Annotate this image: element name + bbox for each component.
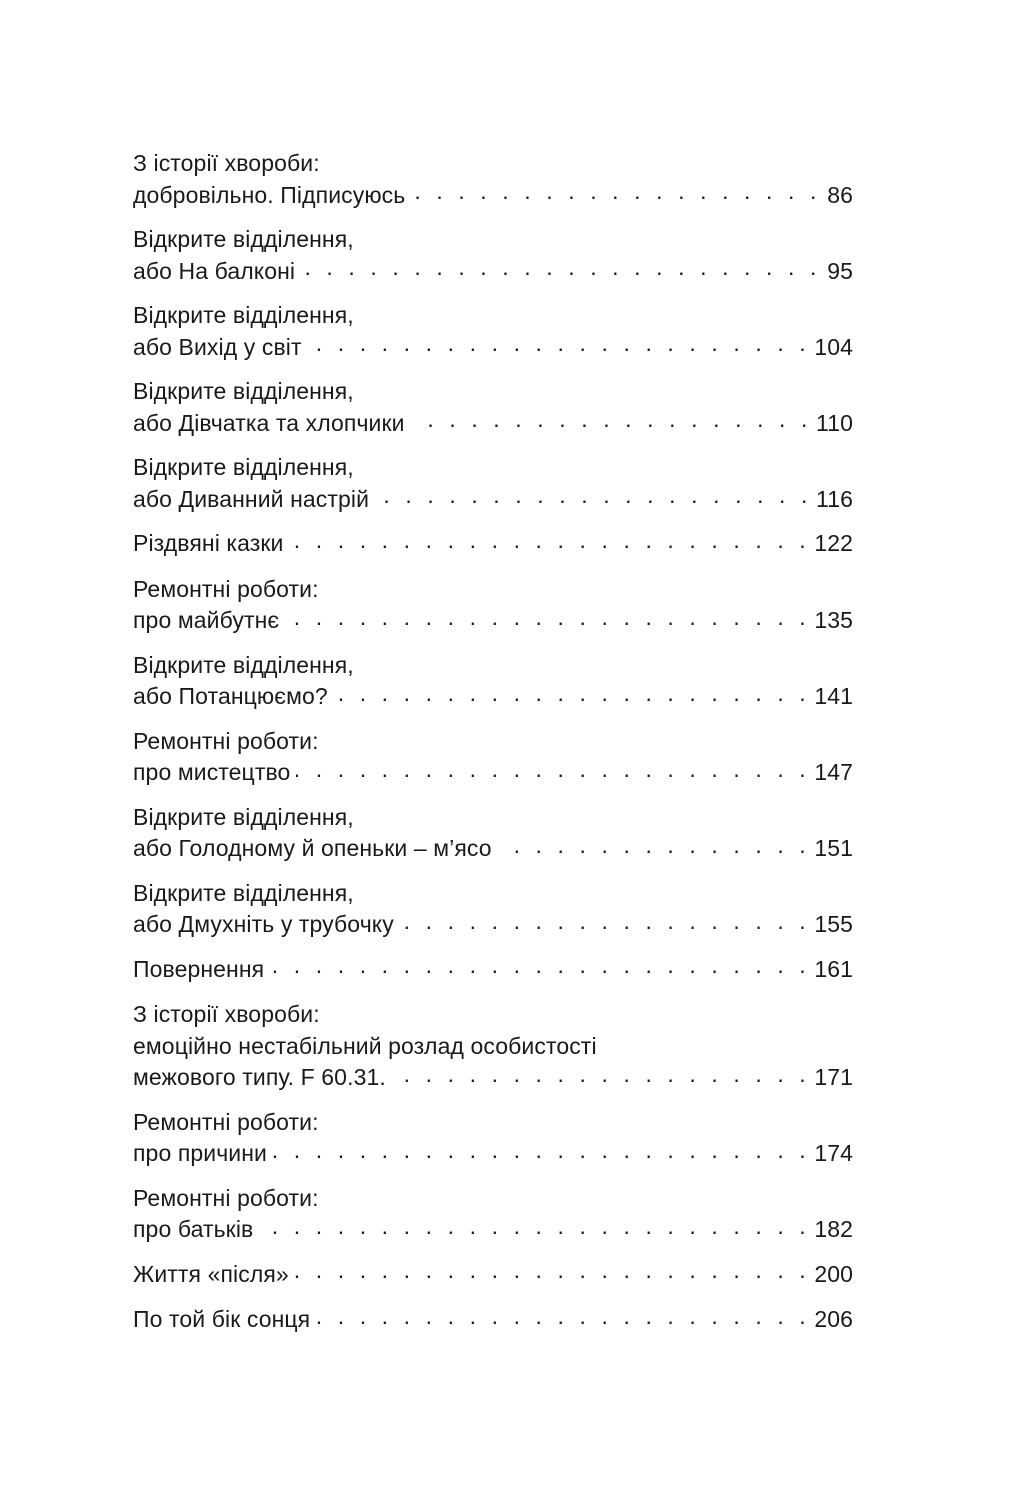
- toc-entry-title-line: або Голодному й опеньки – м’ясо: [133, 835, 492, 861]
- toc-entry-title-line: Повернення: [133, 955, 265, 982]
- dot-leader: [289, 528, 810, 551]
- page-number: 151: [814, 835, 853, 861]
- toc-entry[interactable]: [133, 224, 853, 287]
- dot-leader: [392, 1062, 810, 1085]
- toc-entry[interactable]: [133, 1304, 853, 1336]
- page-number: 171: [814, 1064, 853, 1090]
- page-number: 174: [814, 1140, 853, 1166]
- toc-entry[interactable]: [133, 954, 853, 986]
- toc-entry[interactable]: [133, 802, 853, 865]
- toc-entry[interactable]: [133, 300, 853, 363]
- dot-leader: [375, 484, 812, 507]
- toc-entry[interactable]: [133, 1183, 853, 1246]
- toc-entry-title-line: або На балконі: [133, 257, 296, 284]
- page-number: 161: [814, 955, 853, 982]
- page-number: 135: [814, 607, 853, 633]
- dot-leader: [498, 833, 811, 856]
- toc-entry-title-line: Ремонтні роботи:: [133, 575, 319, 602]
- toc-entry-title-line: або Дівчатка та хлопчики: [133, 409, 405, 436]
- dot-leader: [273, 1138, 810, 1161]
- dot-leader: [285, 605, 810, 628]
- toc-entry-title-line: Відкрите відділення,: [133, 651, 354, 678]
- dot-leader: [259, 1214, 810, 1237]
- page-number: 141: [814, 683, 853, 709]
- toc-entry-title-line: про мистецтво: [133, 759, 291, 785]
- toc-entry-title-line: Різдвяні казки: [133, 530, 284, 556]
- toc-entry-title-line: добровільно. Підписуюсь: [133, 181, 406, 208]
- toc-entry[interactable]: [133, 376, 853, 439]
- toc-entry-title-line: Відкрите відділення,: [133, 302, 354, 328]
- dot-leader: [316, 1304, 810, 1327]
- toc-entry-title-line: або Вихід у світ: [133, 333, 302, 360]
- page-number: 147: [814, 759, 853, 785]
- toc-entry[interactable]: [133, 528, 853, 560]
- page-number: 116: [816, 485, 853, 512]
- toc-entry-title-line: або Диванний настрій: [133, 485, 370, 512]
- toc-entry[interactable]: [133, 148, 853, 211]
- toc-entry-title-line: Відкрите відділення,: [133, 803, 354, 830]
- toc-entry-title-line: межового типу. F 60.31.: [133, 1064, 386, 1090]
- toc-entry[interactable]: [133, 650, 853, 713]
- toc-entry[interactable]: [133, 878, 853, 941]
- dot-leader: [296, 757, 810, 780]
- page-number: 155: [814, 911, 853, 937]
- toc-entry-title-line: По той бік сонця: [133, 1306, 311, 1332]
- toc-entry[interactable]: [133, 1259, 853, 1291]
- dot-leader: [411, 408, 812, 431]
- toc-entry-title-line: Ремонтні роботи:: [133, 1108, 319, 1135]
- dot-leader: [411, 180, 821, 203]
- page-number: 104: [814, 333, 853, 360]
- table-of-contents: [133, 148, 853, 1350]
- toc-entry-title-line: Відкрите відділення,: [133, 378, 354, 404]
- toc-entry-title-line: або Дмухніть у трубочку: [133, 911, 394, 937]
- dot-leader: [334, 681, 811, 704]
- toc-entry-title-line: Життя «після»: [133, 1260, 289, 1287]
- toc-entry-title-line: про майбутнє: [133, 607, 280, 633]
- page-number: 206: [814, 1306, 853, 1332]
- page-number: 86: [827, 181, 853, 208]
- page-number: 122: [814, 530, 853, 556]
- toc-entry-title-line: Ремонтні роботи:: [133, 727, 319, 754]
- toc-entry-title-line: Ремонтні роботи:: [133, 1184, 319, 1211]
- toc-entry-title-line: Відкрите відділення,: [133, 454, 354, 480]
- toc-entry-title-line: про причини: [133, 1140, 268, 1166]
- page-number: 110: [816, 409, 853, 436]
- toc-entry-title-line: З історії хвороби:: [133, 1001, 320, 1027]
- dot-leader: [270, 954, 810, 977]
- toc-entry[interactable]: [133, 574, 853, 637]
- page-number: 200: [814, 1260, 853, 1287]
- toc-entry-title-line: З історії хвороби:: [133, 150, 320, 176]
- toc-entry-title-line: Відкрите відділення,: [133, 879, 354, 906]
- toc-entry-title-line: Відкрите відділення,: [133, 226, 354, 252]
- toc-entry-title-line: емоційно нестабільний розлад особистості: [133, 1032, 597, 1059]
- toc-entry-title-line: про батьків: [133, 1216, 254, 1242]
- dot-leader: [308, 332, 811, 355]
- page-number: 182: [814, 1216, 853, 1242]
- toc-entry[interactable]: [133, 999, 853, 1094]
- dot-leader: [301, 256, 821, 279]
- toc-entry-title-line: або Потанцюємо?: [133, 683, 328, 709]
- toc-entry[interactable]: [133, 1107, 853, 1170]
- dot-leader: [400, 909, 811, 932]
- toc-entry[interactable]: [133, 726, 853, 789]
- toc-entry[interactable]: [133, 452, 853, 515]
- page-number: 95: [827, 257, 853, 284]
- dot-leader: [295, 1259, 810, 1282]
